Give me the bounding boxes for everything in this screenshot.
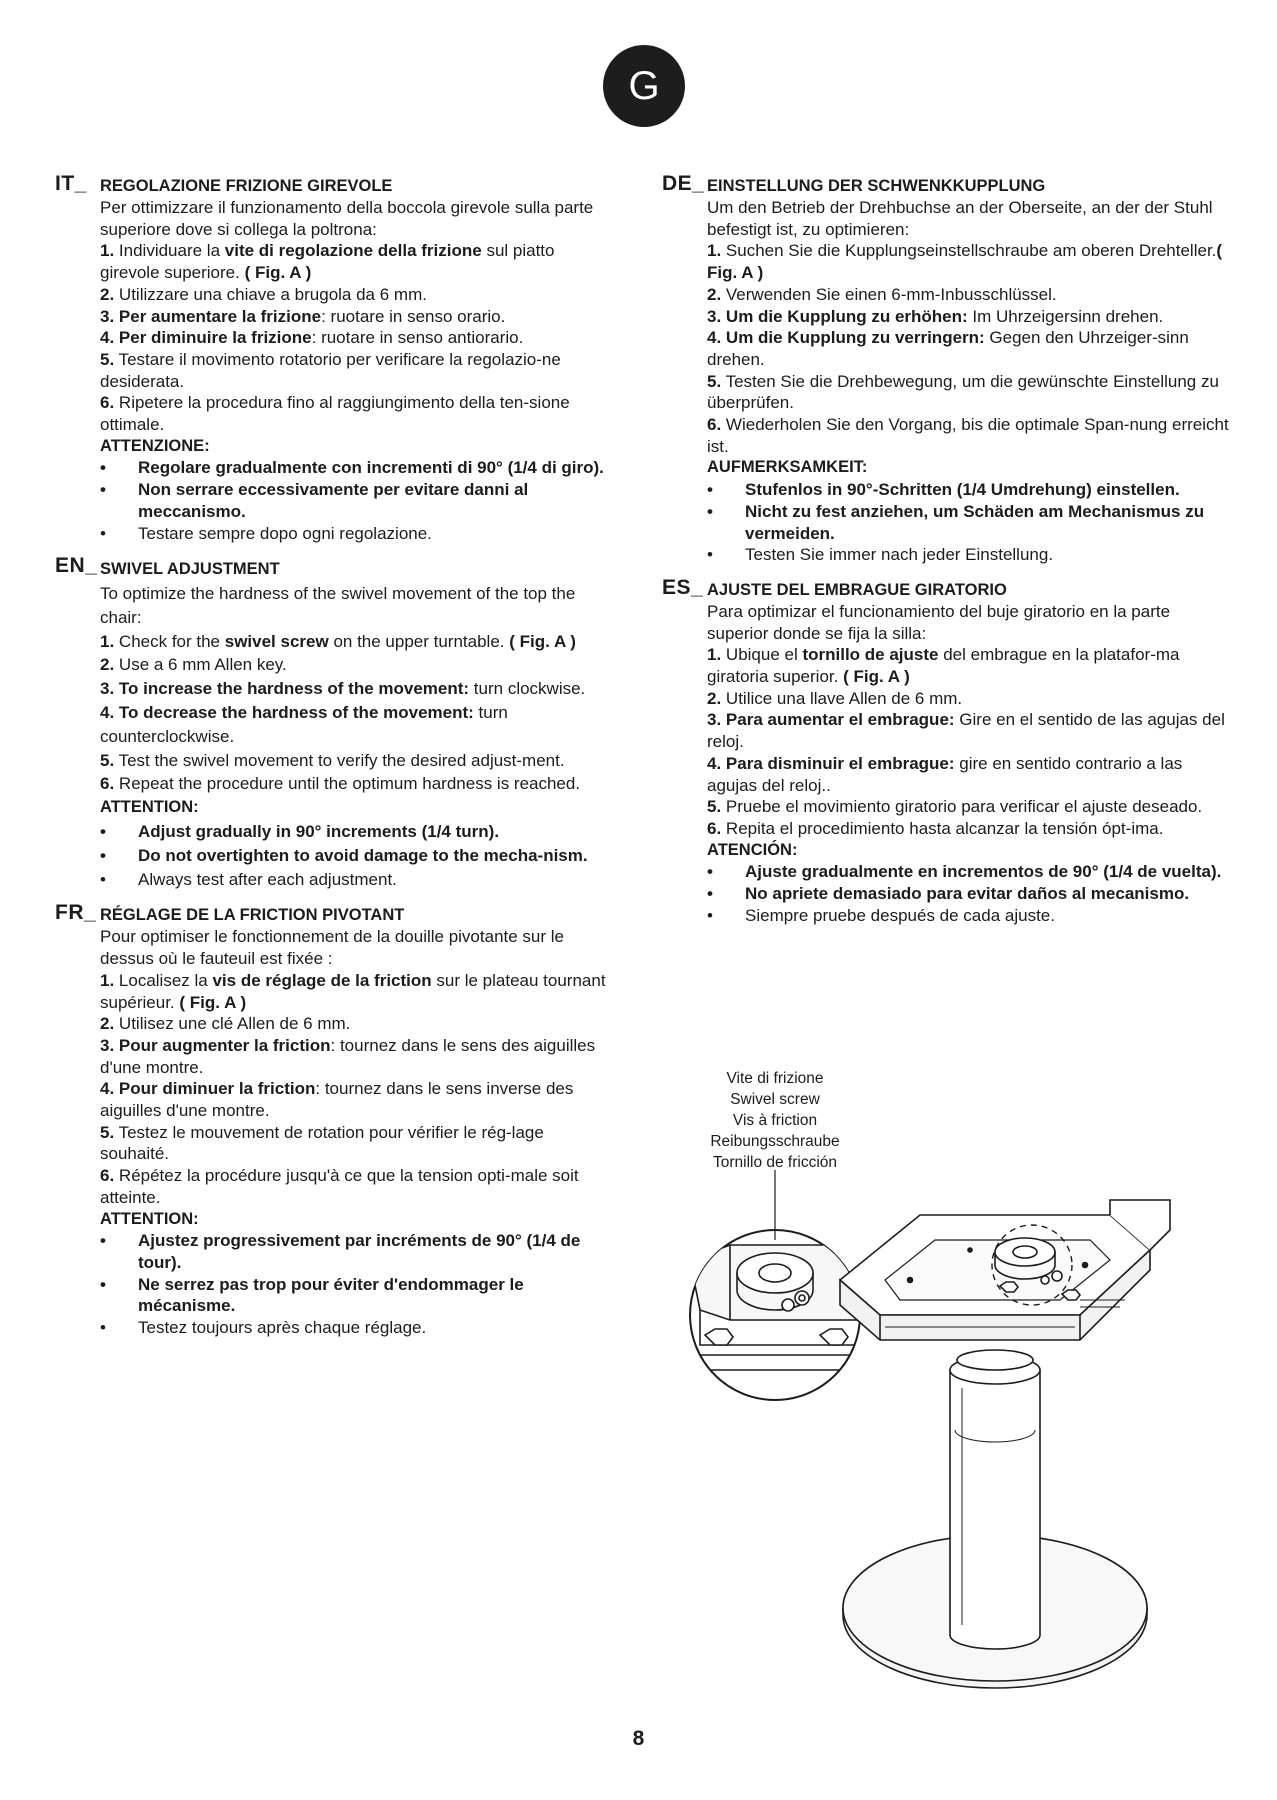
step-4-it: 4. Per diminuire la frizione: ruotare in senso antiorario. — [100, 328, 524, 348]
right-column — [662, 172, 1232, 927]
list-item: • Ajuste gradualmente en incrementos de 90° (1/4 de vuelta). — [707, 861, 1232, 883]
step-5-es: 5. Pruebe el movimiento giratorio para verificar el ajuste deseado. — [707, 797, 1203, 817]
step-4-es: 4. Para disminuir el embrague: gire en sentido contrario a las agujas del reloj.. — [707, 753, 1183, 795]
attention-label-de: AUFMERKSAMKEIT: — [707, 458, 868, 477]
caption-it: Vite di frizione — [726, 1070, 824, 1087]
step-1-en: 1. Check for the swivel screw on the upper turntable. ( Fig. A ) — [100, 631, 576, 651]
language-code-es: ES_ — [662, 575, 704, 599]
attention-list-fr — [100, 1230, 615, 1339]
section-it — [55, 172, 615, 544]
attention-list-es — [707, 861, 1232, 926]
intro-en: To optimize the hardness of the swivel movement of the top the chair: — [100, 584, 576, 627]
section-en — [55, 554, 615, 891]
section-de — [662, 172, 1232, 566]
section-title-es: AJUSTE DEL EMBRAGUE GIRATORIO — [707, 580, 1007, 599]
step-1-es: 1. Ubique el tornillo de ajuste del embrague en la platafor-ma giratoria superior. ( Fig. A ) — [707, 645, 1180, 687]
language-code-fr: FR_ — [55, 901, 97, 925]
section-fr — [55, 901, 615, 1338]
swivel-base-illustration — [670, 1170, 1230, 1690]
step-1-fr: 1. Localisez la vis de réglage de la friction sur le plateau tournant supérieur. ( Fig. A ) — [100, 970, 606, 1012]
step-3-en: 3. To increase the hardness of the movement: turn clockwise. — [100, 679, 586, 699]
section-title-it: REGOLAZIONE FRIZIONE GIREVOLE — [100, 177, 393, 195]
caption-fr: Vis à friction — [732, 1112, 818, 1129]
attention-label-fr: ATTENTION: — [100, 1209, 199, 1228]
step-5-it: 5. Testare il movimento rotatorio per verificare la regolazio-ne desiderata. — [100, 349, 561, 391]
step-4-en: 4. To decrease the hardness of the movement: turn counterclockwise. — [100, 703, 508, 746]
attention-label-es: ATENCIÓN: — [707, 840, 798, 859]
list-item: • Non serrare eccessivamente per evitare danni al meccanismo. — [100, 479, 615, 522]
step-2-it: 2. Utilizzare una chiave a brugola da 6 mm. — [100, 284, 427, 304]
list-item: • Regolare gradualmente con incrementi di 90° (1/4 di giro). — [100, 457, 615, 479]
step-5-en: 5. Test the swivel movement to verify the desired adjust-ment. — [100, 750, 565, 770]
intro-es: Para optimizar el funcionamiento del buje giratorio en la parte superior donde se fija la silla: — [707, 601, 1171, 643]
step-2-de: 2. Verwenden Sie einen 6-mm-Inbusschlüssel. — [707, 284, 1057, 304]
intro-de: Um den Betrieb der Drehbuchse an der Oberseite, an der der Stuhl befestigt ist, zu optimieren: — [707, 198, 1213, 239]
section-badge: G — [603, 45, 685, 127]
section-title-de: EINSTELLUNG DER SCHWENKKUPPLUNG — [707, 177, 1046, 195]
caption-es: Tornillo de fricción — [712, 1154, 838, 1171]
intro-it: Per ottimizzare il funzionamento della boccola girevole sulla parte superiore dove si collega la poltrona: — [100, 198, 594, 239]
caption-de: Reibungsschraube — [710, 1133, 840, 1150]
list-item: • Nicht zu fest anziehen, um Schäden am Mechanismus zu vermeiden. — [707, 501, 1232, 544]
list-item: • No apriete demasiado para evitar daños al mecanismo. — [707, 883, 1232, 905]
step-6-it: 6. Ripetere la procedura fino al raggiungimento della ten-sione ottimale. — [100, 393, 570, 435]
list-item: • Do not overtighten to avoid damage to the mecha-nism. — [100, 844, 615, 868]
list-item: • Testare sempre dopo ogni regolazione. — [100, 523, 615, 545]
step-5-fr: 5. Testez le mouvement de rotation pour vérifier le rég-lage souhaité. — [100, 1122, 544, 1164]
left-column — [55, 172, 615, 1339]
intro-fr: Pour optimiser le fonctionnement de la douille pivotante sur le dessus où le fauteuil est fixée : — [100, 927, 564, 969]
attention-label-en: ATTENTION: — [100, 798, 199, 817]
language-code-en: EN_ — [55, 554, 98, 578]
attention-list-de — [707, 479, 1232, 566]
figure-caption — [680, 1068, 870, 1173]
step-1-it: 1. Individuare la vite di regolazione della frizione sul piatto girevole superiore. ( Fig. A ) — [100, 241, 555, 283]
page-number: 8 — [632, 1727, 645, 1750]
list-item: • Testen Sie immer nach jeder Einstellung. — [707, 544, 1232, 566]
step-3-es: 3. Para aumentar el embrague: Gire en el sentido de las agujas del reloj. — [707, 710, 1225, 752]
section-es — [662, 575, 1232, 927]
step-1-de: 1. Suchen Sie die Kupplungseinstellschraube am oberen Drehteller.( Fig. A ) — [707, 241, 1223, 283]
step-3-it: 3. Per aumentare la frizione: ruotare in senso orario. — [100, 306, 506, 326]
language-code-it: IT_ — [55, 172, 87, 195]
step-6-de: 6. Wiederholen Sie den Vorgang, bis die optimale Span-nung erreicht ist. — [707, 415, 1229, 456]
language-code-de: DE_ — [662, 172, 705, 195]
attention-list-en — [100, 820, 615, 891]
list-item: • Adjust gradually in 90° increments (1/4 turn). — [100, 820, 615, 844]
step-3-de: 3. Um die Kupplung zu erhöhen: Im Uhrzeigersinn drehen. — [707, 306, 1164, 326]
step-2-fr: 2. Utilisez une clé Allen de 6 mm. — [100, 1014, 351, 1034]
step-2-en: 2. Use a 6 mm Allen key. — [100, 655, 287, 675]
step-2-es: 2. Utilice una llave Allen de 6 mm. — [707, 688, 963, 708]
list-item: • Siempre pruebe después de cada ajuste. — [707, 905, 1232, 927]
step-6-es: 6. Repita el procedimiento hasta alcanzar la tensión ópt-ima. — [707, 818, 1164, 838]
step-6-fr: 6. Répétez la procédure jusqu'à ce que la tension opti-male soit atteinte. — [100, 1166, 579, 1207]
attention-list-it — [100, 457, 615, 544]
step-6-en: 6. Repeat the procedure until the optimum hardness is reached. — [100, 774, 581, 794]
step-4-de: 4. Um die Kupplung zu verringern: Gegen den Uhrzeiger-sinn drehen. — [707, 328, 1189, 369]
section-title-en: SWIVEL ADJUSTMENT — [100, 560, 280, 579]
section-title-fr: RÉGLAGE DE LA FRICTION PIVOTANT — [100, 906, 405, 925]
list-item: • Ne serrez pas trop pour éviter d'endommager le mécanisme. — [100, 1274, 615, 1317]
list-item: • Ajustez progressivement par incréments de 90° (1/4 de tour). — [100, 1230, 615, 1273]
list-item: • Always test after each adjustment. — [100, 868, 615, 892]
list-item: • Stufenlos in 90°-Schritten (1/4 Umdrehung) einstellen. — [707, 479, 1232, 501]
caption-en: Swivel screw — [730, 1091, 820, 1108]
step-4-fr: 4. Pour diminuer la friction: tournez dans le sens inverse des aiguilles d'une montre. — [100, 1079, 574, 1121]
attention-label-it: ATTENZIONE: — [100, 436, 210, 455]
list-item: • Testez toujours après chaque réglage. — [100, 1317, 615, 1339]
step-5-de: 5. Testen Sie die Drehbewegung, um die gewünschte Einstellung zu überprüfen. — [707, 371, 1219, 413]
chair-base — [840, 1200, 1170, 1688]
step-3-fr: 3. Pour augmenter la friction: tournez dans le sens des aiguilles d'une montre. — [100, 1035, 596, 1077]
